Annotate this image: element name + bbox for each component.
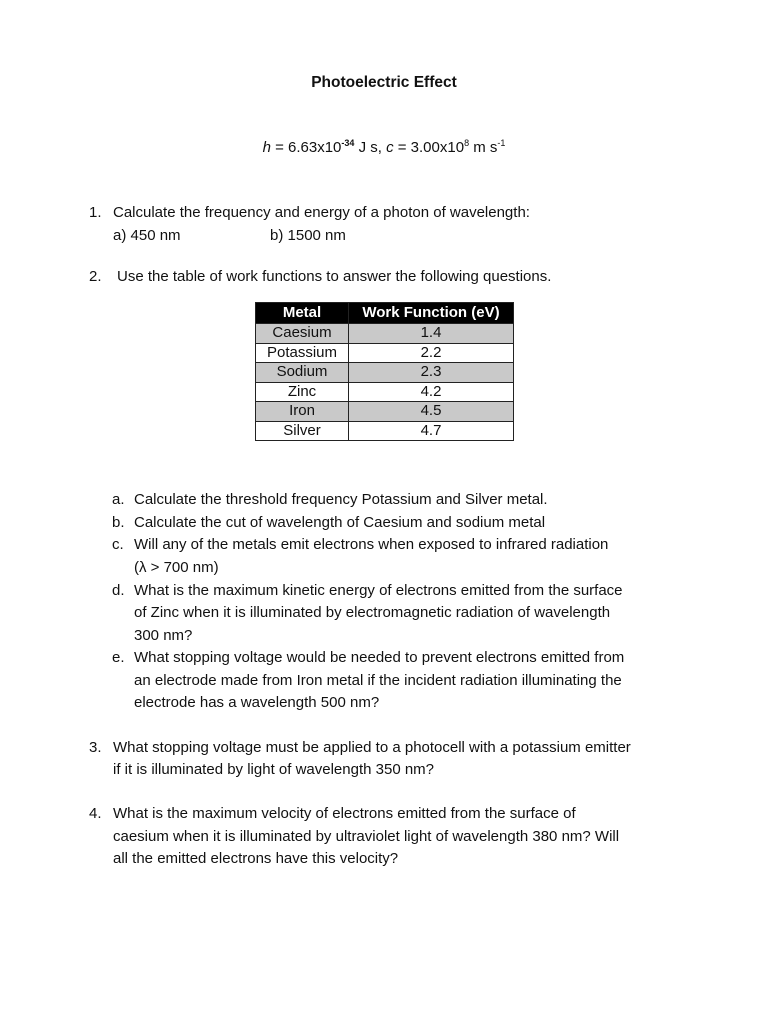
part-label: c. [112, 536, 124, 553]
column-header-work-function: Work Function (eV) [349, 303, 514, 324]
table-row [256, 421, 514, 441]
table-row [256, 343, 514, 363]
light-speed-unit: m s [469, 139, 498, 156]
metal-cell: Iron [256, 402, 349, 422]
part-text: electrode has a wavelength 500 nm? [134, 694, 380, 711]
work-function-cell: 4.5 [349, 402, 514, 422]
planck-symbol: h [262, 139, 271, 156]
metal-cell: Potassium [256, 343, 349, 363]
part-text: an electrode made from Iron metal if the incident radiation illuminating the [134, 672, 622, 689]
metal-cell: Silver [256, 421, 349, 441]
part-text: of Zinc when it is illuminated by electromagnetic radiation of wavelength [134, 604, 611, 621]
question-number: 4. [89, 805, 102, 822]
question-text: all the emitted electrons have this velocity? [113, 850, 399, 867]
part-text: 300 nm? [134, 627, 193, 644]
light-speed-exponent: 8 [464, 138, 470, 148]
work-function-cell: 4.2 [349, 382, 514, 402]
question-number: 3. [89, 739, 102, 756]
question-text: What is the maximum velocity of electrons emitted from the surface of [113, 805, 576, 822]
metal-cell: Caesium [256, 324, 349, 344]
part-label: e. [112, 649, 125, 666]
question-number: 1. [89, 204, 102, 221]
question-text: Calculate the frequency and energy of a photon of wavelength: [113, 204, 530, 221]
part-text: What stopping voltage would be needed to prevent electrons emitted from [134, 649, 625, 666]
light-speed-unit-exponent: -1 [497, 138, 506, 148]
light-speed-symbol: c [386, 139, 394, 156]
light-speed-value: = 3.00x10 [393, 139, 465, 156]
question-number: 2. [89, 268, 102, 285]
planck-exponent: -34 [341, 138, 355, 148]
part-text: Calculate the cut of wavelength of Caesium and sodium metal [134, 514, 546, 531]
option-a: a) 450 nm [113, 227, 181, 244]
work-function-cell: 4.7 [349, 421, 514, 441]
part-text: What is the maximum kinetic energy of electrons emitted from the surface [134, 582, 623, 599]
page-title: Photoelectric Effect [311, 74, 457, 91]
part-text: (λ > 700 nm) [134, 559, 219, 576]
part-text: Will any of the metals emit electrons when exposed to infrared radiation [134, 536, 609, 553]
work-function-cell: 2.2 [349, 343, 514, 363]
work-function-table [255, 302, 514, 441]
part-label: d. [112, 582, 125, 599]
option-b: b) 1500 nm [270, 227, 346, 244]
part-text: Calculate the threshold frequency Potassium and Silver metal. [134, 491, 548, 508]
table-row [256, 402, 514, 422]
table-row [256, 363, 514, 383]
planck-value: = 6.63x10 [270, 139, 342, 156]
question-text: What stopping voltage must be applied to a photocell with a potassium emitter [113, 739, 631, 756]
column-header-metal: Metal [256, 303, 349, 324]
planck-unit: J s, [354, 139, 387, 156]
work-function-cell: 1.4 [349, 324, 514, 344]
question-text: caesium when it is illuminated by ultraviolet light of wavelength 380 nm? Will [113, 828, 620, 845]
metal-cell: Zinc [256, 382, 349, 402]
table-row [256, 382, 514, 402]
work-function-cell: 2.3 [349, 363, 514, 383]
metal-cell: Sodium [256, 363, 349, 383]
part-label: a. [112, 491, 125, 508]
question-text: Use the table of work functions to answer the following questions. [117, 268, 552, 285]
physical-constants [0, 139, 768, 156]
question-text: if it is illuminated by light of wavelength 350 nm? [113, 761, 435, 778]
table-header-row [256, 303, 514, 324]
part-label: b. [112, 514, 125, 531]
table-row [256, 324, 514, 344]
